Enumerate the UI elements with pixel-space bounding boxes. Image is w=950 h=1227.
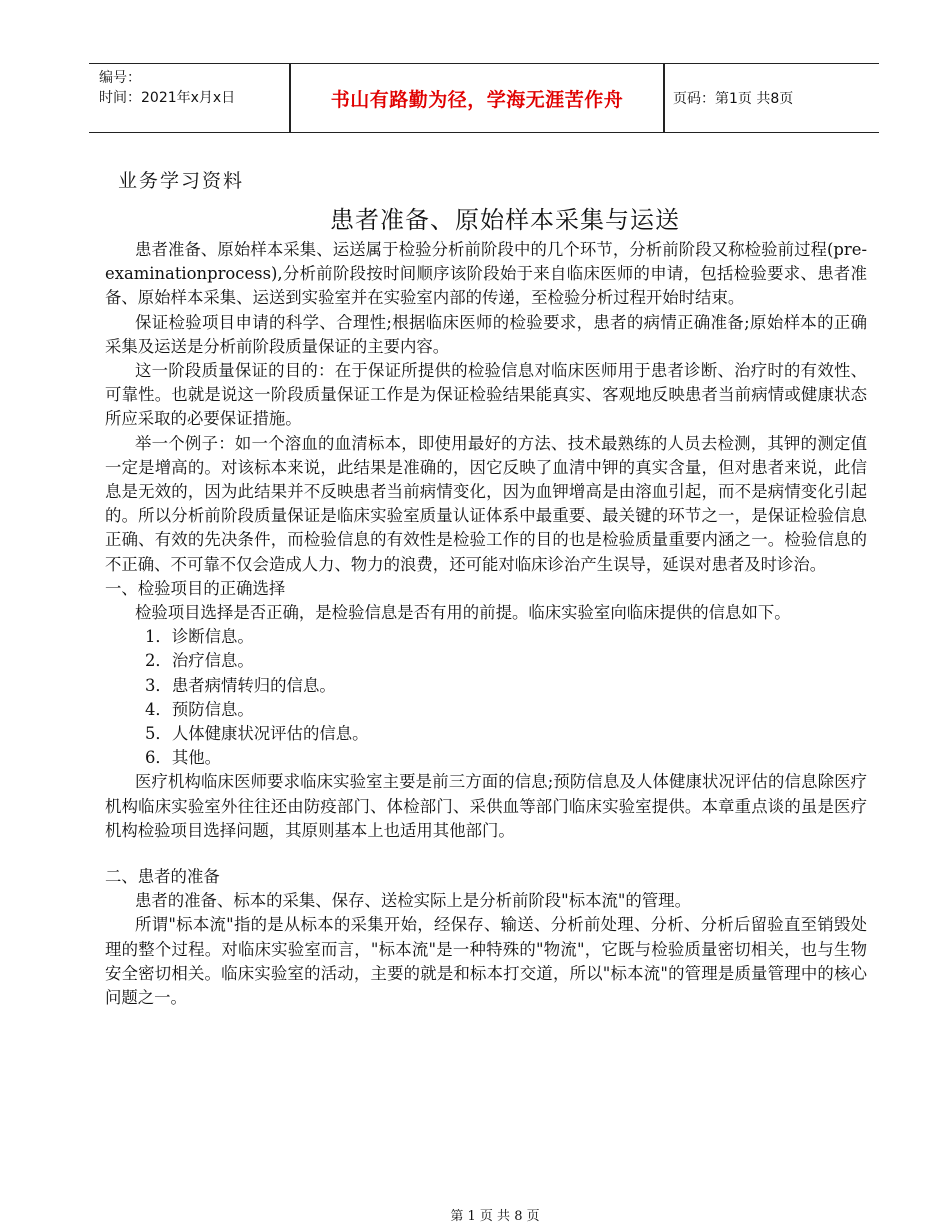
paragraph: 举一个例子：如一个溶血的血清标本，即使用最好的方法、技术最熟练的人员去检测，其钾的测定值一定是增高的。对该标本来说，此结果是准确的，因它反映了血清中钾的真实含量，但对患者来说，此信息是无效的，因为此结果并不反映患者当前病情变化，因为血钾增高是由溶血引起，而不是病情变化引起的。所以分析前阶段质量保证是临床实验室质量认证体系中最重要、最关键的环节之一，是保证检验信息正确、有效的先决条件，而检验信息的有效性是检验工作的目的也是检验质量重要内涵之一。检验信息的不正确、不可靠不仅会造成人力、物力的浪费，还可能对临床诊治产生误导，延误对患者及时诊治。	[105, 433, 867, 574]
list-item: 5．人体健康状况评估的信息。	[145, 724, 369, 744]
header-page-label: 页码：第1页 共8页	[673, 91, 794, 107]
header-table	[89, 63, 879, 133]
list-item: 3．患者病情转归的信息。	[145, 675, 336, 695]
page-title: 患者准备、原始样本采集与运送	[330, 206, 680, 234]
document-body	[105, 238, 867, 1010]
list-item: 4．预防信息。	[145, 699, 254, 719]
spacer	[105, 843, 867, 865]
paragraph: 检验项目选择是否正确，是检验信息是否有用的前提。临床实验室向临床提供的信息如下。	[135, 603, 791, 623]
paragraph: 患者准备、原始样本采集、运送属于检验分析前阶段中的几个环节，分析前阶段又称检验前过程(pre-examinationprocess),分析前阶段按时间顺序该阶段始于来自临床医师的申请，包括检验要求、患者准备、原始样本采集、运送到实验室并在实验室内部的传递，至检验分析过程开始时结束。	[105, 240, 867, 308]
section-heading: 二、患者的准备	[105, 867, 220, 887]
paragraph: 保证检验项目申请的科学、合理性;根据临床医师的检验要求，患者的病情正确准备;原始样本的正确采集及运送是分析前阶段质量保证的主要内容。	[105, 312, 867, 356]
header-meta	[99, 68, 287, 108]
paragraph: 所谓"标本流"指的是从标本的采集开始，经保存、输送、分析前处理、分析、分析后留验直至销毁处理的整个过程。对临床实验室而言，"标本流"是一种特殊的"物流"，它既与检验质量密切相关，也与生物安全密切相关。临床实验室的活动，主要的就是和标本打交道，所以"标本流"的管理是质量管理中的核心问题之一。	[105, 915, 867, 1008]
page-footer: 第 1 页 共 8 页	[450, 1209, 540, 1224]
time-label: 时间：2021年x月x日	[99, 90, 236, 106]
header-motto: 书山有路勤为径，学海无涯苦作舟	[330, 88, 624, 111]
number-label: 编号：	[99, 70, 141, 86]
list-item: 2．治疗信息。	[145, 651, 254, 671]
paragraph: 医疗机构临床医师要求临床实验室主要是前三方面的信息;预防信息及人体健康状况评估的信息除医疗机构临床实验室外往往还由防疫部门、体检部门、采供血等部门临床实验室提供。本章重点谈的虽是医疗机构检验项目选择问题，其原则基本上也适用其他部门。	[105, 772, 867, 840]
header-divider	[663, 64, 665, 132]
list-item: 1．诊断信息。	[145, 627, 254, 647]
list-item: 6．其他。	[145, 748, 221, 768]
section-heading: 一、检验项目的正确选择	[105, 578, 286, 598]
paragraph: 这一阶段质量保证的目的：在于保证所提供的检验信息对临床医师用于患者诊断、治疗时的有效性、可靠性。也就是说这一阶段质量保证工作是为保证检验结果能真实、客观地反映患者当前病情或健康状态所应采取的必要保证措施。	[105, 361, 867, 429]
paragraph: 患者的准备、标本的采集、保存、送检实际上是分析前阶段"标本流"的管理。	[135, 891, 691, 911]
doc-label: 业务学习资料	[118, 170, 245, 192]
